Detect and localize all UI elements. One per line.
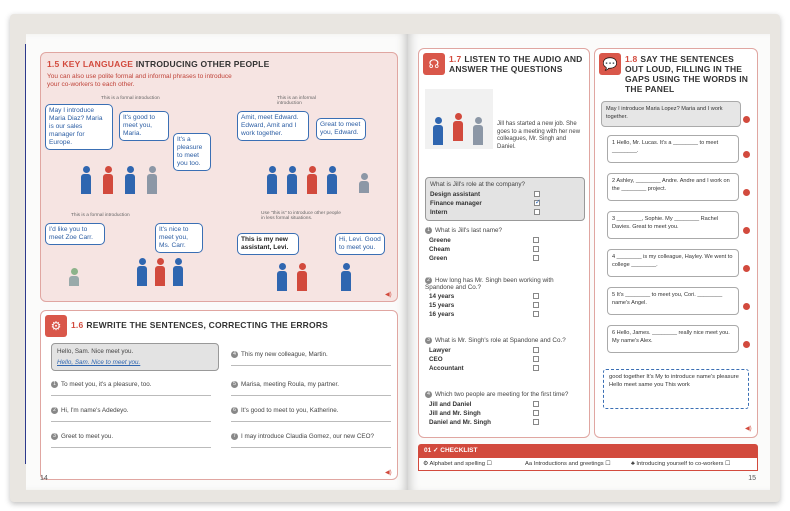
option-checkbox[interactable] xyxy=(533,419,539,425)
option-checkbox[interactable] xyxy=(533,365,539,371)
item-text: Marisa, meeting Roula, my partner. xyxy=(241,381,339,389)
option-checkbox[interactable] xyxy=(533,237,539,243)
word-panel-text: good together It's My to introduce name's pleasure Hello meet same you This work xyxy=(609,374,739,388)
bubble-hi-levi xyxy=(335,233,385,255)
person-figure xyxy=(433,117,443,145)
option-checkbox[interactable] xyxy=(533,293,539,299)
option-checkbox[interactable] xyxy=(533,401,539,407)
speak-icon[interactable] xyxy=(743,303,750,310)
option-label: Lawyer xyxy=(429,347,451,354)
person-figure xyxy=(155,258,165,286)
example-question: Hello, Sam. Nice meet you. xyxy=(57,348,134,355)
example-question: What is Jill's role at the company? xyxy=(430,181,525,188)
listen-question xyxy=(425,337,575,344)
formal-tag-2: This is a formal introduction xyxy=(71,213,130,218)
audio-icon[interactable]: ◀) xyxy=(745,426,752,432)
key-language-panel xyxy=(40,52,398,302)
checklist-item-label: Introductions and greetings xyxy=(533,461,604,467)
section-title: LISTEN TO THE AUDIO AND ANSWER THE QUESTIONS xyxy=(449,54,583,74)
option-label: Jill and Daniel xyxy=(429,401,472,408)
word-panel xyxy=(603,369,749,409)
item-text: I may introduce Claudia Gomez, our new CEO? xyxy=(241,433,374,441)
card-text: 6 Hello, James. ________ really nice meet you. My name's Alex. xyxy=(612,330,730,344)
section-intro: You can also use polite formal and informal phrases to introduce your co-workers to each other. xyxy=(47,73,232,88)
person-figure xyxy=(267,166,277,194)
bubble-text: Hi, Levi. Good to meet you. xyxy=(339,236,381,251)
option-checkbox[interactable] xyxy=(533,410,539,416)
listen-panel xyxy=(418,48,590,438)
person-figure xyxy=(341,263,351,291)
story-text: Jill has started a new job. She goes to a meeting with her new colleagues, Mr. Singh and Daniel. xyxy=(497,121,581,150)
question-text: Which two people are meeting for the first time? xyxy=(435,391,569,399)
formal-tag-1: This is a formal introduction xyxy=(101,96,160,101)
card-text: 4 ________ is my colleague, Hayley. We went to college ________. xyxy=(612,254,733,268)
card-text: 3 ________, Sophie. My ________ Rachel Davies. Great to meet you. xyxy=(612,216,719,230)
item-number: 7 xyxy=(231,433,238,440)
listen-question xyxy=(425,391,575,398)
section-title: SAY THE SENTENCES OUT LOUD, FILLING IN THE GAPS USING THE WORDS IN THE PANEL xyxy=(625,54,749,94)
speech-bubble-icon: 💬 xyxy=(599,53,621,75)
option-label: Design assistant xyxy=(430,191,481,198)
say-sentences-panel xyxy=(594,48,758,438)
item-text: Greet to meet you. xyxy=(61,433,114,441)
rewrite-panel xyxy=(40,310,398,480)
listen-question xyxy=(425,227,575,234)
example-card xyxy=(601,101,741,127)
office-illustration xyxy=(425,89,493,149)
person-figure xyxy=(473,117,483,145)
checklist-item-label: Alphabet and spelling xyxy=(429,461,485,467)
option-label: Daniel and Mr. Singh xyxy=(429,419,491,426)
speak-icon[interactable] xyxy=(743,151,750,158)
option-checkbox[interactable] xyxy=(534,191,540,197)
say-card xyxy=(607,249,739,277)
answer-line[interactable] xyxy=(231,395,391,396)
option-checkbox[interactable] xyxy=(533,246,539,252)
person-figure xyxy=(277,263,287,291)
rewrite-item xyxy=(231,381,339,388)
say-card xyxy=(607,325,739,353)
card-text: 2 Ashley, ________ Andre. Andre and I work on the ________ project. xyxy=(612,178,730,192)
option-label: Greene xyxy=(429,237,451,244)
option-label: Finance manager xyxy=(430,200,482,207)
bubble-may-i-introduce xyxy=(45,104,113,150)
speak-icon[interactable] xyxy=(743,189,750,196)
person-figure xyxy=(297,263,307,291)
answer-line[interactable] xyxy=(231,447,391,448)
option-label: 16 years xyxy=(429,311,455,318)
person-figure xyxy=(327,166,337,194)
bubble-text: Amit, meet Edward. Edward, Amit and I work together. xyxy=(241,114,299,137)
option-label: Intern xyxy=(430,209,448,216)
informal-tag: This is an informal introduction xyxy=(277,96,316,106)
bubble-text: It's a pleasure to meet you too. xyxy=(177,136,203,167)
option-checkbox[interactable] xyxy=(534,209,540,215)
checklist-number: 01 xyxy=(424,447,432,454)
answer-line[interactable] xyxy=(231,365,391,366)
say-card xyxy=(607,173,739,201)
person-figure xyxy=(147,166,157,194)
checklist-bar: 01 ✓ CHECKLIST xyxy=(418,444,758,457)
page-number-right: 15 xyxy=(748,475,756,482)
option-label: Green xyxy=(429,255,448,262)
question-number: 2 xyxy=(425,277,432,284)
bubble-amit-meet-edward xyxy=(237,111,309,141)
example-box xyxy=(51,343,219,371)
checklist-row xyxy=(418,457,758,471)
checklist-item: Aa Introductions and greetings ☐ xyxy=(525,461,611,467)
bubble-text: It's good to meet you, Maria. xyxy=(123,114,156,137)
person-figure xyxy=(173,258,183,286)
bubble-text: It's nice to meet you, Ms. Carr. xyxy=(159,226,189,249)
question-number: 1 xyxy=(425,227,432,234)
question-text: What is Mr. Singh's role at Spandone and Co.? xyxy=(435,337,566,345)
item-text: This my new colleague, Martin. xyxy=(241,351,328,359)
option-checkbox[interactable] xyxy=(533,347,539,353)
option-checkbox[interactable] xyxy=(533,302,539,308)
key-language-label: KEY LANGUAGE xyxy=(62,59,134,69)
rewrite-item xyxy=(231,351,328,358)
say-card xyxy=(607,211,739,239)
section-title: INTRODUCING OTHER PEOPLE xyxy=(135,59,270,69)
example-question-box xyxy=(425,177,585,221)
say-card xyxy=(607,135,739,163)
option-checkbox-checked[interactable] xyxy=(534,200,540,206)
bubble-pleasure xyxy=(173,133,211,171)
checklist-item: ⚙ Alphabet and spelling ☐ xyxy=(423,461,492,467)
section-1-7-title xyxy=(449,54,587,74)
person-figure xyxy=(287,166,297,194)
audio-icon[interactable]: ◀) xyxy=(385,470,392,476)
example-text: May I introduce Maria Lopez? Maria and I work together. xyxy=(606,106,723,120)
use-this-is-tag: Use "this is" to introduce other people in less formal situations. xyxy=(261,211,341,221)
bubble-good-to-meet xyxy=(119,111,169,141)
option-label: Jill and Mr. Singh xyxy=(429,410,481,417)
bubble-great-to-meet xyxy=(316,118,366,140)
bubble-text: Great to meet you, Edward. xyxy=(320,121,361,136)
right-page xyxy=(408,34,770,490)
option-label: CEO xyxy=(429,356,443,363)
option-checkbox[interactable] xyxy=(533,356,539,362)
plant-figure xyxy=(69,268,79,286)
bubble-text: May I introduce Maria Diaz? Maria is our sales manager for Europe. xyxy=(49,107,103,146)
option-label: 15 years xyxy=(429,302,455,309)
answer-line[interactable] xyxy=(51,447,211,448)
person-figure xyxy=(359,173,369,193)
section-1-6-title xyxy=(71,320,328,330)
item-number: 3 xyxy=(51,433,58,440)
headphones-icon: ☊ xyxy=(423,53,445,75)
answer-line[interactable] xyxy=(51,395,211,396)
item-number: 6 xyxy=(231,407,238,414)
left-page xyxy=(26,34,408,490)
bubble-text: I'd like you to meet Zoe Carr. xyxy=(49,226,93,241)
bubble-nice-to-meet xyxy=(155,223,203,253)
item-number: 2 xyxy=(51,407,58,414)
bubble-text: This is my new assistant, Levi. xyxy=(241,236,289,251)
answer-line[interactable] xyxy=(231,421,391,422)
card-text: 5 It's ________ to meet you, Cori. ________ name's Angel. xyxy=(612,292,723,306)
option-label: 14 years xyxy=(429,293,455,300)
section-number: 1.8 xyxy=(625,54,638,64)
answer-line[interactable] xyxy=(51,421,211,422)
question-number: 3 xyxy=(425,337,432,344)
item-text: It's good to meet to you, Katherine. xyxy=(241,407,339,415)
say-card xyxy=(607,287,739,315)
question-number: 4 xyxy=(425,391,432,398)
page-number-left: 14 xyxy=(40,475,48,482)
checklist-item-label: Introducing yourself to co-workers xyxy=(636,461,724,467)
section-number: 1.6 xyxy=(71,320,84,330)
example-answer: Hello, Sam. Nice to meet you. xyxy=(57,359,141,366)
speak-icon[interactable] xyxy=(743,341,750,348)
person-figure xyxy=(453,113,463,141)
rewrite-item xyxy=(51,381,151,388)
person-figure xyxy=(81,166,91,194)
bubble-my-new-assistant xyxy=(237,233,299,255)
speak-icon[interactable] xyxy=(743,227,750,234)
section-title: REWRITE THE SENTENCES, CORRECTING THE ERRORS xyxy=(86,320,329,330)
question-text: What is Jill's last name? xyxy=(435,227,502,235)
speak-icon[interactable] xyxy=(743,265,750,272)
section-number: 1.5 xyxy=(47,59,60,69)
open-book xyxy=(10,14,780,502)
item-number: 1 xyxy=(51,381,58,388)
option-label: Cheam xyxy=(429,246,450,253)
rewrite-item xyxy=(231,407,338,414)
option-checkbox[interactable] xyxy=(533,311,539,317)
item-number: 4 xyxy=(231,351,238,358)
listen-question xyxy=(425,277,575,291)
rewrite-item xyxy=(51,407,129,414)
bubble-like-you-to-meet xyxy=(45,223,105,245)
person-figure xyxy=(125,166,135,194)
check-mark: ✓ xyxy=(535,199,541,206)
item-text: To meet you, it's a pleasure, too. xyxy=(61,381,152,389)
person-figure xyxy=(137,258,147,286)
rewrite-item xyxy=(231,433,374,440)
section-1-8-title xyxy=(625,54,755,94)
person-figure xyxy=(103,166,113,194)
question-text: How long has Mr. Singh been working with Spandone and Co.? xyxy=(425,277,554,292)
item-number: 5 xyxy=(231,381,238,388)
card-text: 1 Hello, Mr. Lucas. It's a ________ to meet ________. xyxy=(612,140,719,154)
section-number: 1.7 xyxy=(449,54,462,64)
checklist-item: ♣ Introducing yourself to co-workers ☐ xyxy=(631,461,731,467)
option-checkbox[interactable] xyxy=(533,255,539,261)
item-text: Hi, I'm name's Adedeyo. xyxy=(61,407,129,415)
option-label: Accountant xyxy=(429,365,464,372)
section-1-5-title xyxy=(47,59,269,69)
rewrite-item xyxy=(51,433,113,440)
person-figure xyxy=(307,166,317,194)
gears-icon: ⚙ xyxy=(45,315,67,337)
speak-icon[interactable] xyxy=(743,116,750,123)
audio-icon[interactable]: ◀) xyxy=(385,292,392,298)
checklist-title: CHECKLIST xyxy=(440,447,478,454)
